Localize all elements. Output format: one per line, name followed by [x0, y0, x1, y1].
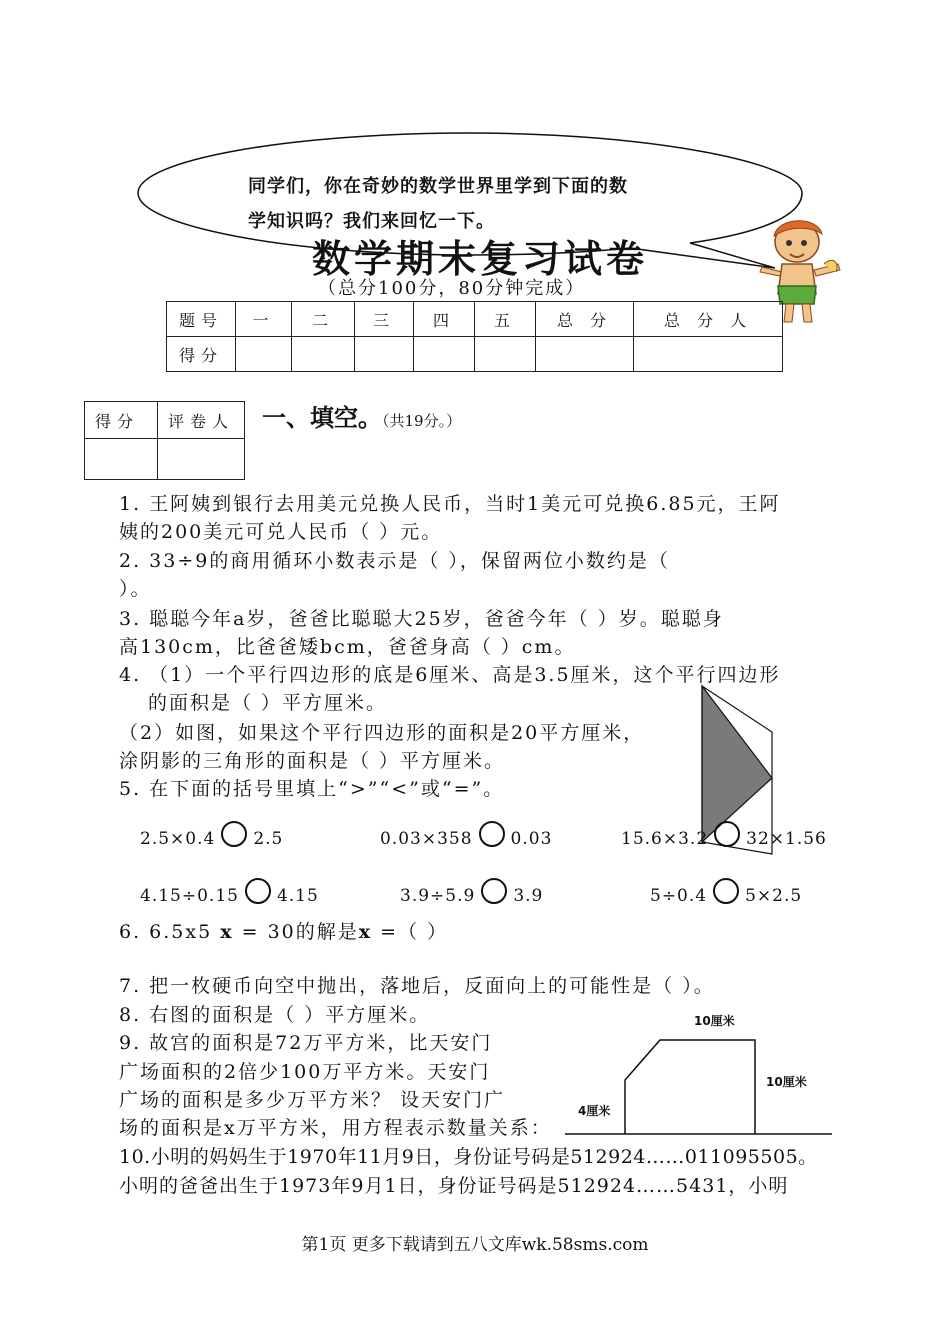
question-7: 7. 把一枚硬币向空中抛出，落地后，反面向上的可能性是（ ）。	[119, 975, 715, 997]
header-cell: 五	[475, 302, 536, 337]
question-2-line-1: 2. 33÷9的商用循环小数表示是（ ），保留两位小数约是（	[119, 550, 670, 572]
question-10-line-2: 小明的爸爸出生于1973年9月1日，身份证号码是512924……5431，小明	[119, 1175, 789, 1197]
dimension-top-label: 10厘米	[694, 1014, 735, 1028]
compare-circle[interactable]	[713, 878, 739, 904]
question-6-middle: = 30的解是	[241, 921, 359, 943]
score-table	[166, 301, 783, 372]
compare-item	[400, 878, 543, 906]
header-cell: 二	[292, 302, 355, 337]
question-10-line-1: 10.小明的妈妈生于1970年11月9日，身份证号码是512924……011095505。	[119, 1146, 818, 1168]
compare-right: 5×2.5	[745, 886, 803, 906]
question-5: 5. 在下面的括号里填上“>”“<”或“=”。	[119, 778, 505, 800]
header-cell: 四	[414, 302, 475, 337]
score-table-header-row	[167, 302, 783, 337]
section-1-title	[262, 398, 461, 433]
compare-right: 2.5	[253, 829, 284, 849]
grader-name-label: 评卷人	[158, 402, 245, 439]
trapezoid-figure	[560, 1030, 840, 1160]
question-9-line-1: 9. 故宫的面积是72万平方米，比天安门	[119, 1032, 493, 1054]
question-4-line-4: 涂阴影的三角形的面积是（ ）平方厘米。	[119, 750, 506, 772]
compare-left: 3.9÷5.9	[400, 886, 476, 906]
compare-item	[650, 878, 802, 906]
question-6-answer: =（ ）	[372, 921, 449, 943]
compare-item	[621, 821, 827, 849]
row-label: 得分	[167, 337, 236, 372]
compare-circle[interactable]	[221, 821, 247, 847]
question-9-line-4: 场的面积是x万平方米，用方程表示数量关系：	[119, 1117, 552, 1139]
compare-right: 32×1.56	[746, 829, 827, 849]
section-1-heading: 一、填空。	[262, 404, 382, 432]
question-1-line-2: 姨的200美元可兑人民币（ ）元。	[119, 521, 443, 543]
question-1-line-1: 1. 王阿姨到银行去用美元兑换人民币，当时1美元可兑换6.85元，王阿	[119, 493, 781, 515]
compare-left: 15.6×3.2	[621, 829, 709, 849]
dimension-right-label: 10厘米	[766, 1075, 807, 1089]
grader-name-cell[interactable]	[158, 439, 245, 480]
bubble-line-1: 同学们，你在奇妙的数学世界里学到下面的数	[248, 176, 628, 197]
variable-x: x	[220, 921, 234, 943]
compare-item	[140, 821, 283, 849]
score-cell[interactable]	[536, 337, 634, 372]
grader-score-cell[interactable]	[85, 439, 158, 480]
page-subtitle: （总分100分，80分钟完成）	[318, 278, 586, 299]
question-4-line-1: 4. （1）一个平行四边形的底是6厘米、高是3.5厘米，这个平行四边形	[119, 664, 781, 686]
bubble-line-2: 学知识吗？我们来回忆一下。	[248, 211, 495, 232]
question-9-line-2: 广场面积的2倍少100万平方米。天安门	[119, 1061, 491, 1083]
question-9-line-3: 广场的面积是多少万平方米？ 设天安门广	[119, 1089, 506, 1111]
score-cell[interactable]	[292, 337, 355, 372]
header-cell: 三	[355, 302, 414, 337]
compare-circle[interactable]	[245, 878, 271, 904]
grader-table	[84, 401, 245, 480]
compare-right: 3.9	[513, 886, 544, 906]
compare-circle[interactable]	[714, 821, 740, 847]
question-6	[119, 917, 448, 944]
page-title: 数学期末复习试卷	[312, 236, 649, 281]
question-6-equation: 6. 6.5x5	[119, 921, 213, 943]
compare-left: 2.5×0.4	[140, 829, 216, 849]
header-cell: 总 分 人	[634, 302, 783, 337]
compare-left: 5÷0.4	[650, 886, 708, 906]
question-4-line-3: （2）如图，如果这个平行四边形的面积是20平方厘米，	[119, 722, 645, 744]
grader-score-label: 得分	[85, 402, 158, 439]
compare-left: 4.15÷0.15	[140, 886, 239, 906]
header-cell: 一	[236, 302, 292, 337]
question-3-line-2: 高130cm，比爸爸矮bcm，爸爸身高（ ）cm。	[119, 636, 576, 658]
compare-circle[interactable]	[481, 878, 507, 904]
page-footer: 第1页 更多下载请到五八文库wk.58sms.com	[301, 1235, 649, 1255]
header-cell: 题号	[167, 302, 236, 337]
compare-item	[380, 821, 552, 849]
compare-right: 0.03	[510, 829, 553, 849]
compare-item	[140, 878, 319, 906]
compare-left: 0.03×358	[380, 829, 473, 849]
compare-circle[interactable]	[479, 821, 505, 847]
score-cell[interactable]	[414, 337, 475, 372]
question-2-line-2: ）。	[119, 578, 152, 600]
score-cell[interactable]	[355, 337, 414, 372]
dimension-left-label: 4厘米	[578, 1104, 611, 1118]
section-1-note: （共19分。）	[382, 412, 462, 430]
score-cell[interactable]	[634, 337, 783, 372]
question-3-line-1: 3. 聪聪今年a岁，爸爸比聪聪大25岁，爸爸今年（ ）岁。聪聪身	[119, 608, 724, 630]
score-table-score-row	[167, 337, 783, 372]
question-8: 8. 右图的面积是（ ）平方厘米。	[119, 1004, 431, 1026]
question-4-line-2: 的面积是（ ）平方厘米。	[148, 692, 388, 714]
header-cell: 总 分	[536, 302, 634, 337]
score-cell[interactable]	[475, 337, 536, 372]
score-cell[interactable]	[236, 337, 292, 372]
compare-right: 4.15	[276, 886, 319, 906]
variable-x: x	[358, 921, 373, 943]
